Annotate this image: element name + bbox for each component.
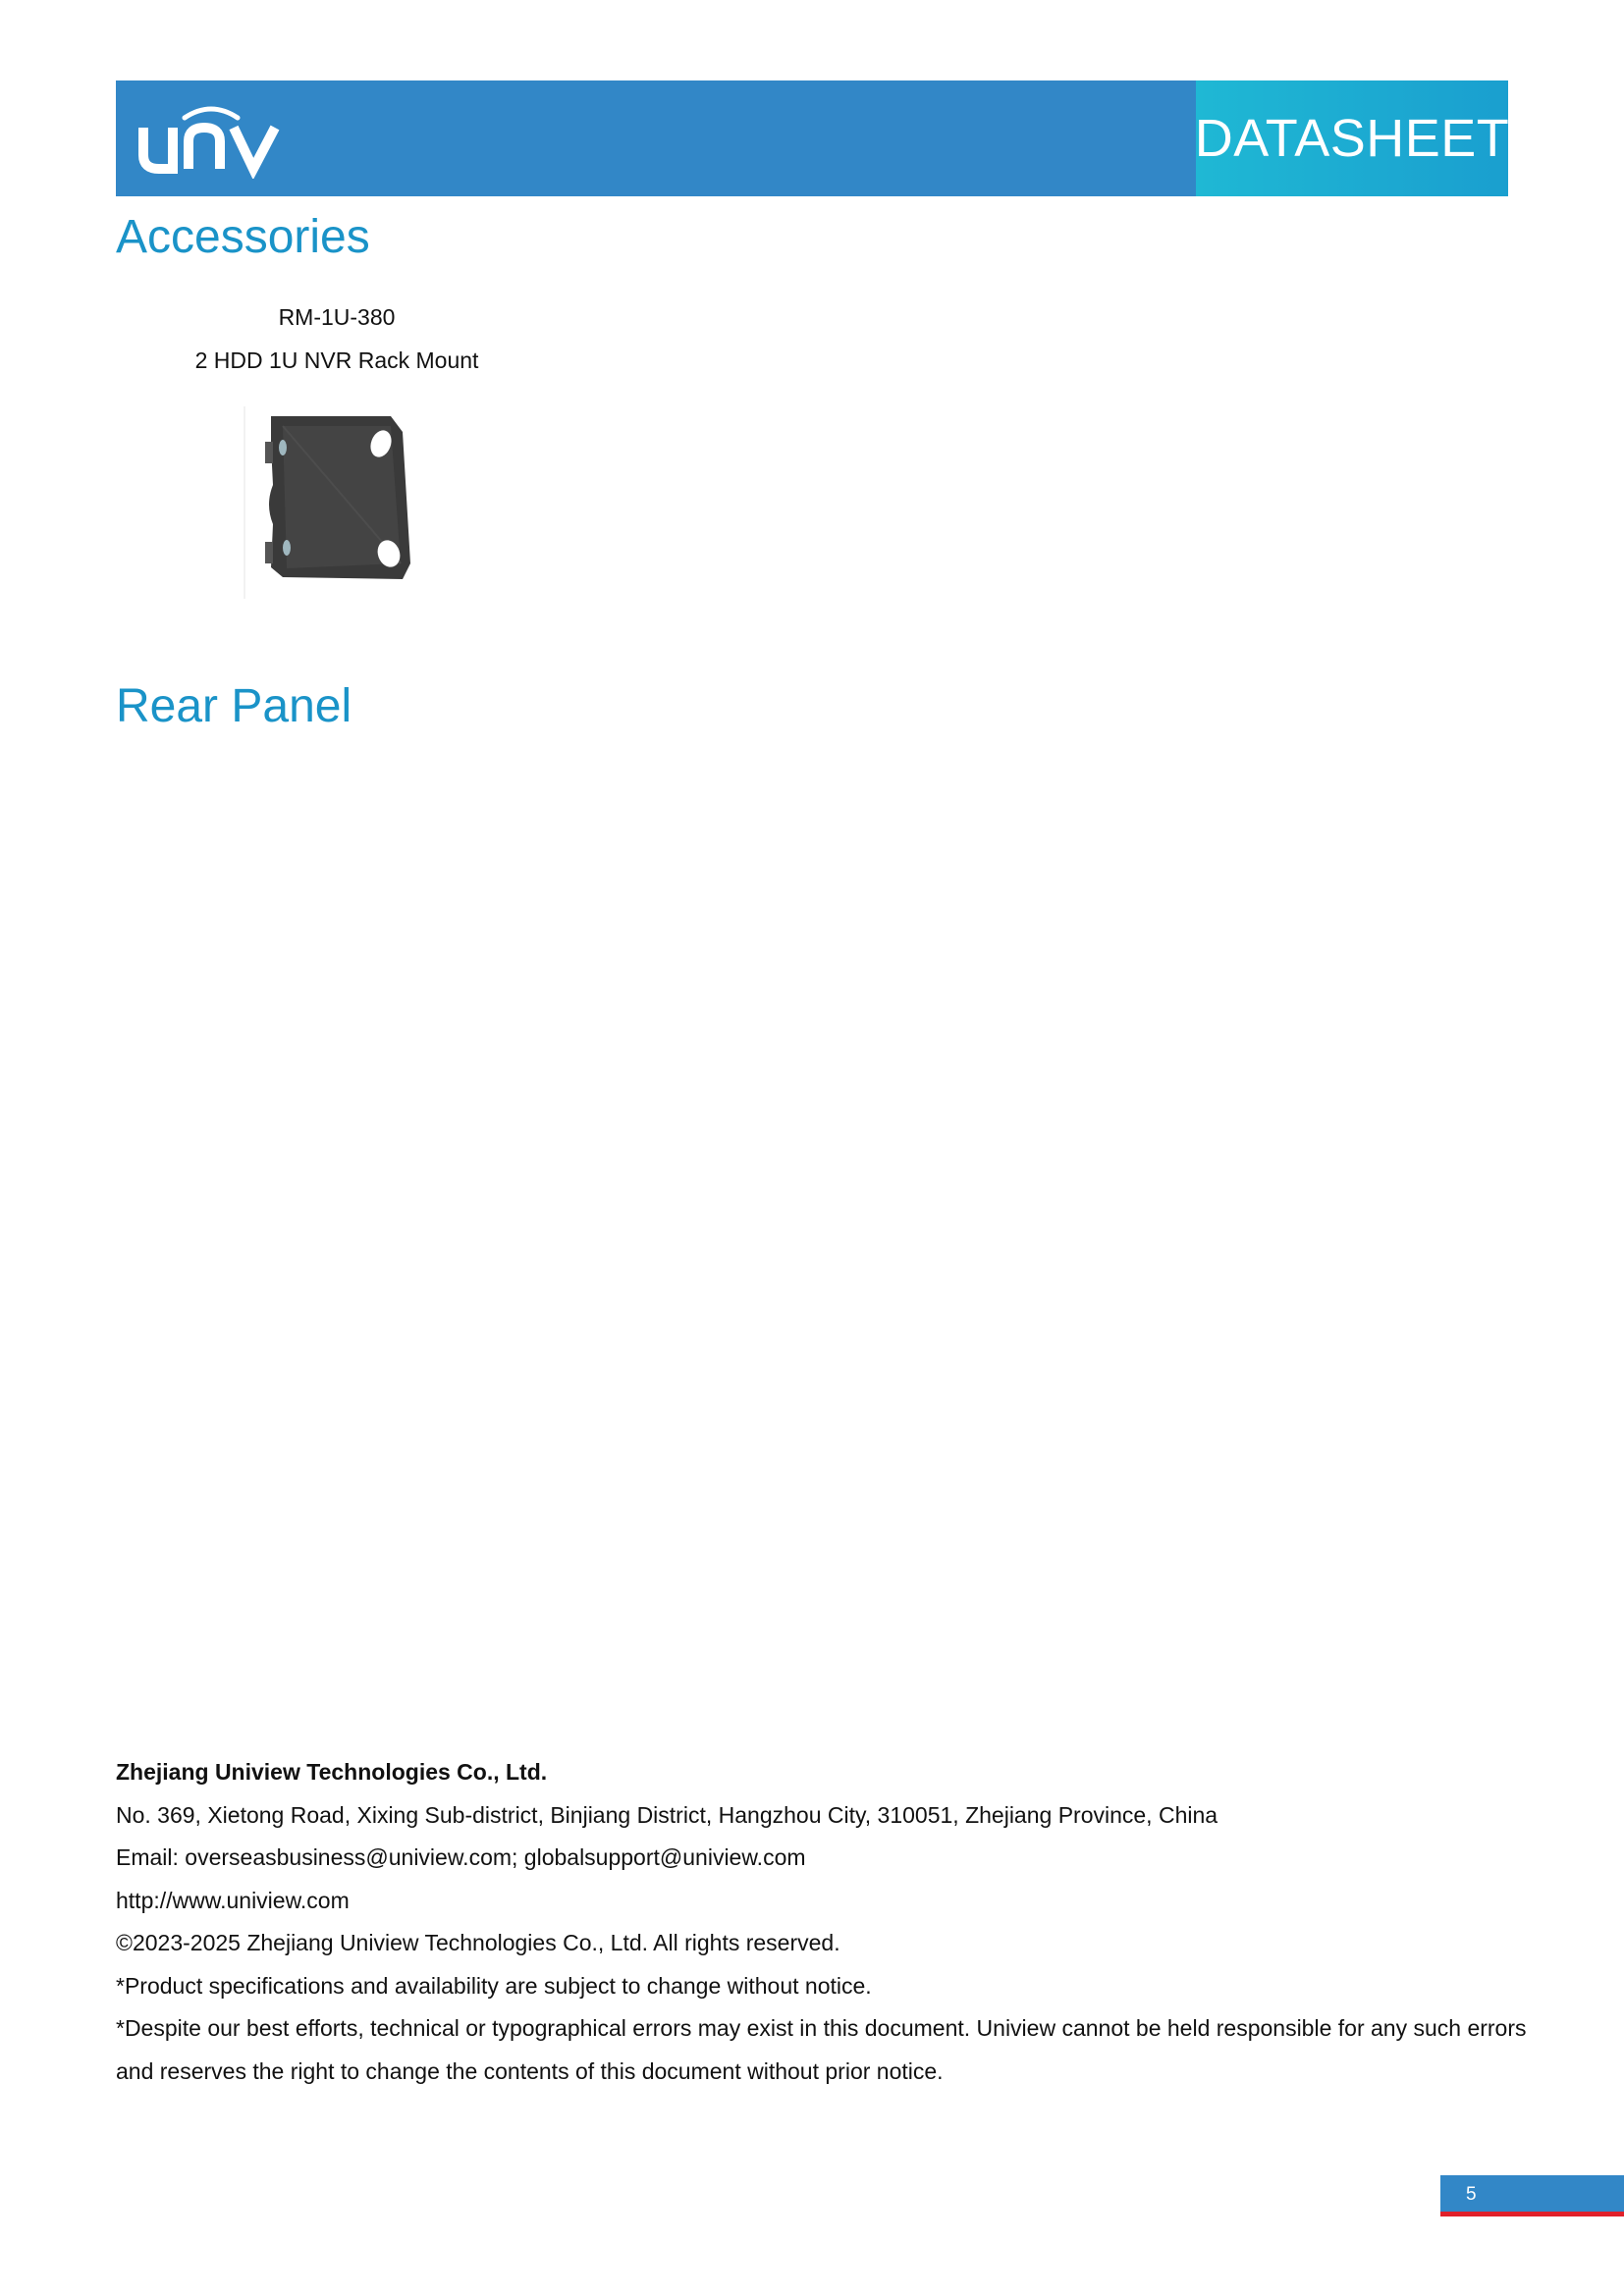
footer-website-link[interactable]: http://www.uniview.com — [116, 1887, 350, 1913]
datasheet-badge: DATASHEET — [1196, 80, 1508, 196]
page-number: 5 — [1440, 2175, 1624, 2215]
footer-notice-2: *Despite our best efforts, technical or typographical errors may exist in this document. Uniview cannot be held responsible for any such errors and reserves the right to change the contents of this document without prior notice. — [116, 2015, 1527, 2084]
accessory-description: 2 HDD 1U NVR Rack Mount — [194, 347, 479, 373]
header-bar — [116, 80, 1508, 196]
footer — [116, 1751, 1530, 2093]
section-title-rear-panel: Rear Panel — [116, 680, 352, 732]
uniview-logo — [137, 102, 285, 179]
rack-mount-bracket-image — [244, 406, 420, 599]
footer-address: No. 369, Xietong Road, Xixing Sub-district, Binjiang District, Hangzhou City, 310051, Zhejiang Province, China — [116, 1801, 1218, 1828]
footer-notice-1: *Product specifications and availability are subject to change without notice. — [116, 1972, 872, 1999]
accessory-code: RM-1U-380 — [278, 304, 396, 330]
section-title-accessories: Accessories — [116, 211, 370, 263]
footer-email: Email: overseasbusiness@uniview.com; globalsupport@uniview.com — [116, 1844, 806, 1870]
page-number-underline — [1440, 2212, 1624, 2216]
footer-copyright: ©2023-2025 Zhejiang Uniview Technologies Co., Ltd. All rights reserved. — [116, 1930, 840, 1955]
footer-company: Zhejiang Uniview Technologies Co., Ltd. — [116, 1759, 548, 1785]
